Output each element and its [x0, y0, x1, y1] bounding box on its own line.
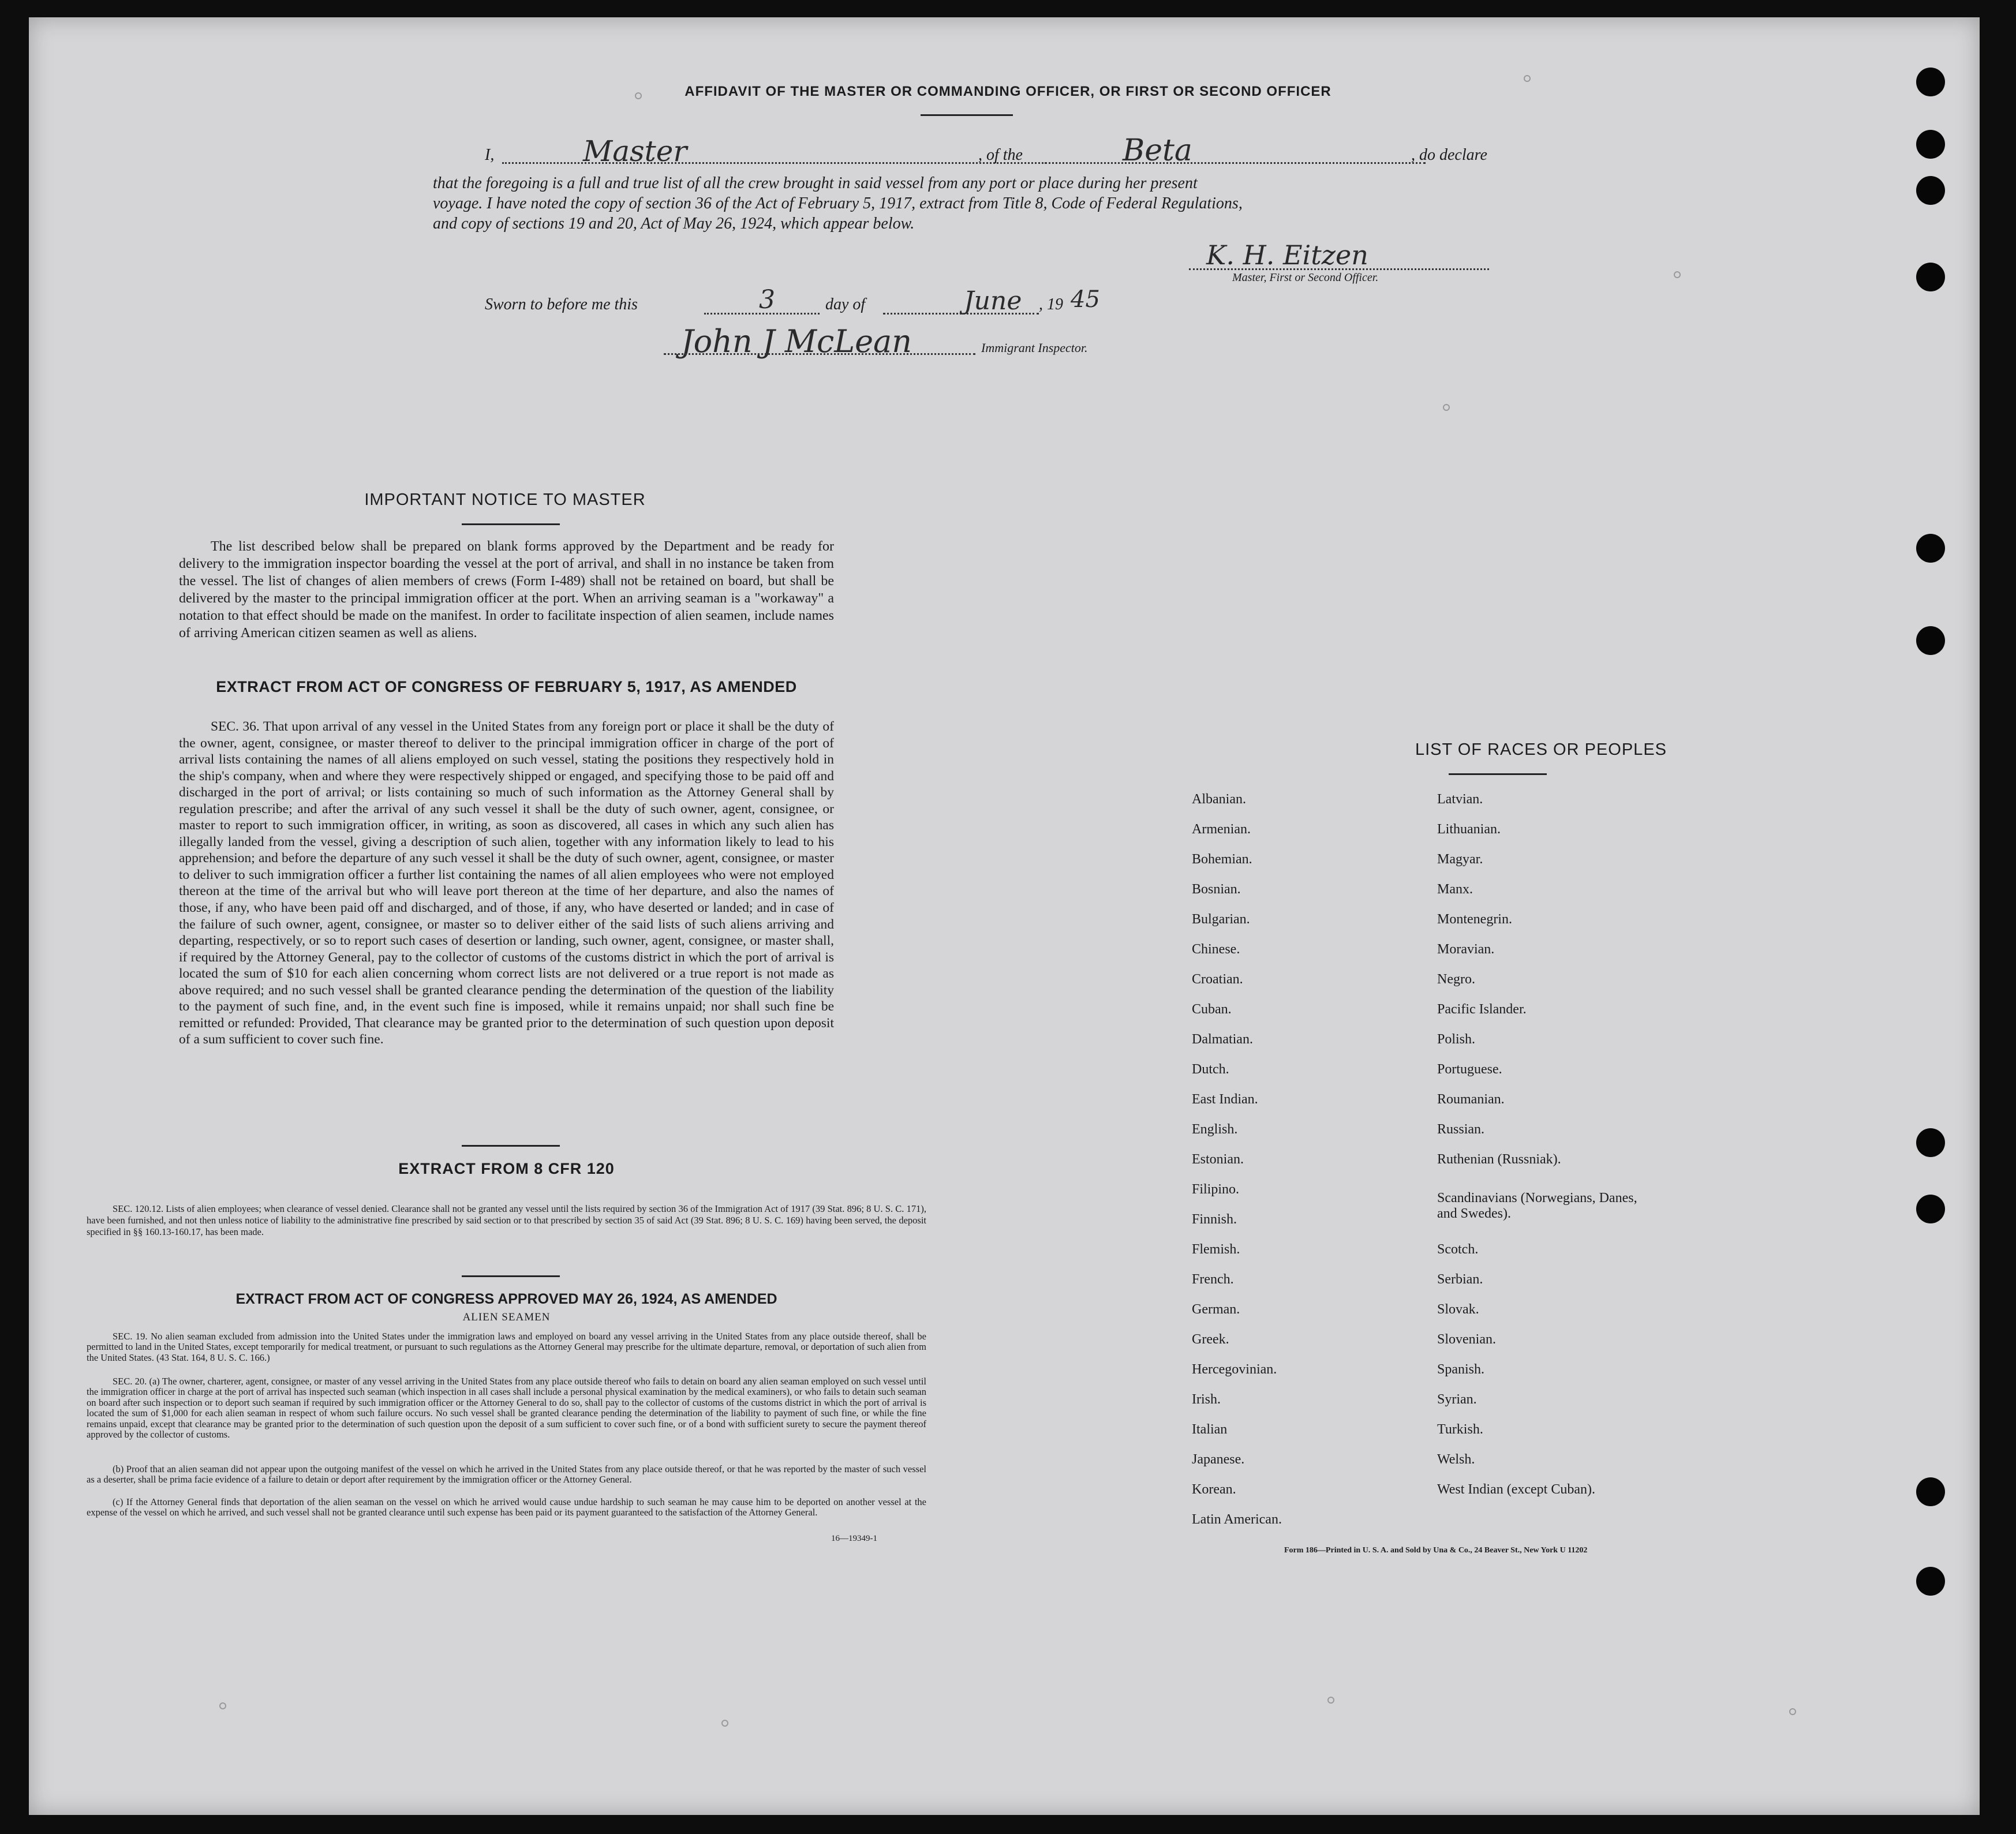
paper-speck	[721, 1720, 728, 1727]
day-field-line	[704, 313, 820, 315]
race-entry: Manx.	[1437, 882, 1473, 897]
paper-speck	[219, 1702, 226, 1709]
race-entry: Bosnian.	[1192, 882, 1241, 897]
sec-20c: (c) If the Attorney General finds that deportation of the alien seaman on the vessel on which he arrived would cause undue hardship to such seaman he may cause him to be deported on another vessel at the expense of the vessel on which he arrived, and such vessel shall not be granted clearance until such expense has been paid or its payment guaranteed to the satisfaction of the Attorney General.	[87, 1496, 926, 1518]
punch-hole	[1916, 263, 1945, 291]
race-entry: Japanese.	[1192, 1452, 1245, 1467]
punch-hole	[1916, 176, 1945, 205]
declaration-body-1: that the foregoing is a full and true list of all the crew brought in said vessel from any port or place during her present	[433, 174, 1198, 192]
race-entry: West Indian (except Cuban).	[1437, 1482, 1595, 1497]
punch-hole	[1916, 130, 1945, 159]
punch-hole	[1916, 1567, 1945, 1596]
race-entry: Serbian.	[1437, 1272, 1483, 1287]
race-entry: Filipino.	[1192, 1182, 1240, 1197]
race-entry: Korean.	[1192, 1482, 1236, 1497]
sec-20b: (b) Proof that an alien seaman did not appear upon the outgoing manifest of the vessel on which he arrived in the United States from any place outside thereof, or that he was reported by the master of such vessel as a deserter, shall be prima facie evidence of a failure to detain or deport after requirement by the immigration officer or the Attorney General.	[87, 1464, 926, 1485]
paper-speck	[1789, 1708, 1796, 1715]
paper-speck	[1524, 75, 1531, 82]
affidavit-title: AFFIDAVIT OF THE MASTER OR COMMANDING OFFICER, OR FIRST OR SECOND OFFICER	[685, 84, 1331, 99]
race-entry: German.	[1192, 1302, 1240, 1317]
inspector-line	[664, 353, 975, 355]
inspector-signature: John J McLean	[681, 323, 912, 360]
race-entry: Dalmatian.	[1192, 1032, 1253, 1047]
signature-line	[1189, 268, 1489, 270]
race-entry: Slovenian.	[1437, 1332, 1496, 1347]
race-entry: Russian.	[1437, 1122, 1485, 1137]
race-entry: Negro.	[1437, 972, 1475, 987]
race-entry: Italian	[1192, 1422, 1228, 1437]
declaration-body-2: voyage. I have noted the copy of section 36 of the Act of February 5, 1917, extract from Title 8, Code of Federal Regulations,	[433, 194, 1243, 212]
paper-speck	[1327, 1697, 1334, 1704]
divider	[462, 1275, 560, 1277]
race-entry: Montenegrin.	[1437, 912, 1512, 927]
declaration-line	[433, 133, 1524, 170]
race-entry: Hercegovinian.	[1192, 1362, 1277, 1377]
race-entry: Greek.	[1192, 1332, 1229, 1347]
punch-hole	[1916, 1128, 1945, 1157]
race-entry: Flemish.	[1192, 1242, 1240, 1257]
extract-1924-subtitle: ALIEN SEAMEN	[462, 1311, 551, 1323]
extract-cfr-title: EXTRACT FROM 8 CFR 120	[398, 1160, 615, 1177]
race-entry: Magyar.	[1437, 852, 1483, 867]
master-signature: K. H. Eitzen	[1206, 239, 1368, 271]
punch-hole	[1916, 1195, 1945, 1223]
punch-hole	[1916, 626, 1945, 655]
race-entry: Finnish.	[1192, 1212, 1237, 1227]
race-entry: Lithuanian.	[1437, 822, 1501, 837]
race-entry: Roumanian.	[1437, 1092, 1505, 1107]
signature-label: Master, First or Second Officer.	[1232, 271, 1379, 284]
divider	[462, 1145, 560, 1147]
i-label: I,	[485, 146, 495, 164]
punch-hole	[1916, 1477, 1945, 1506]
race-entry: Estonian.	[1192, 1152, 1244, 1167]
race-entry: Pacific Islander.	[1437, 1002, 1527, 1017]
race-entry: East Indian.	[1192, 1092, 1258, 1107]
race-entry: Ruthenian (Russniak).	[1437, 1152, 1561, 1167]
extract-1917-title: EXTRACT FROM ACT OF CONGRESS OF FEBRUARY 5, 1917, AS AMENDED	[216, 678, 797, 695]
declaration-body-3: and copy of sections 19 and 20, Act of May 26, 1924, which appear below.	[433, 215, 915, 233]
race-entry: English.	[1192, 1122, 1238, 1137]
do-declare-label: , do declare	[1411, 146, 1487, 164]
race-entry: Irish.	[1192, 1392, 1221, 1407]
race-entry: Syrian.	[1437, 1392, 1477, 1407]
race-entry: Bohemian.	[1192, 852, 1252, 867]
year-handwritten: 45	[1071, 286, 1100, 313]
race-entry: Cuban.	[1192, 1002, 1232, 1017]
sworn-line	[485, 285, 1235, 323]
race-entry: Scotch.	[1437, 1242, 1479, 1257]
month-handwritten: June	[964, 286, 1022, 316]
sec-19: SEC. 19. No alien seaman excluded from admission into the United States under the immigration laws and employed on board any vessel arriving in the United States from any place outside thereof, shall be permitted to land in the United States, except temporarily for medical treatment, or pursuant to such regulations as the Attorney General may prescribe for the ultimate departure, removal, or deportation of such alien from the United States. (43 Stat. 164, 8 U. S. C. 166.)	[87, 1331, 926, 1363]
race-entry: French.	[1192, 1272, 1234, 1287]
race-entry: Polish.	[1437, 1032, 1476, 1047]
race-entry: Chinese.	[1192, 942, 1240, 957]
races-rule	[1449, 773, 1547, 775]
extract-1917-body: SEC. 36. That upon arrival of any vessel in the United States from any foreign port or place it shall be the duty of the owner, agent, consignee, or master thereof to deliver to the principal immigration officer in charge of the port of arrival lists containing the names of all aliens employed on such vessel, stating the positions they respectively hold in the ship's company, when and where they were respectively shipped or engaged, and specifying those to be paid off and discharged in the port of arrival; or lists containing so much of such information as the Attorney General shall by regulation prescribe; and after the arrival of any such vessel it shall be the duty of such owner, agent, consignee, or master to report to such immigration officer, in writing, as soon as discovered, all cases in which any such alien has illegally landed from the vessel, giving a description of such alien, together with any information likely to lead to his apprehension; and before the departure of any such vessel it shall be the duty of such owner, agent, consignee, or master to deliver to such immigration officer a further list containing the names of all alien employees who were not employed thereon at the time of the arrival but who will leave port thereon at the time of her departure, and also the names of those, if any, who have been paid off and discharged, and of those, if any, who have deserted or landed; and in case of the failure of such owner, agent, consignee, or master so to deliver either of the said lists of such aliens arriving and departing, respectively, or so to report such cases of desertion or landing, such owner, agent, consignee, or master shall, if required by the Attorney General, pay to the collector of customs of the customs district in which the port of arrival is located the sum of $10 for each alien concerning whom correct lists are not delivered or a true report is not made as above required; and no such vessel shall be granted clearance pending the determination of the question of the liability to the payment of such fine, and, in the event such fine is imposed, while it remains unpaid; nor shall such fine be remitted or refunded: Provided, That clearance may be granted prior to the determination of such question upon deposit of a sum sufficient to cover such fine.	[179, 719, 834, 1047]
race-entry: Moravian.	[1437, 942, 1495, 957]
extract-1924-title: EXTRACT FROM ACT OF CONGRESS APPROVED MAY 26, 1924, AS AMENDED	[235, 1291, 777, 1307]
sworn-label: Sworn to before me this	[485, 295, 638, 313]
month-field-line	[883, 313, 1039, 315]
race-entry: Slovak.	[1437, 1302, 1479, 1317]
sec-20a: SEC. 20. (a) The owner, charterer, agent, consignee, or master of any vessel arriving in the United States from any place outside thereof who fails to detain on board any alien seaman employed on such vessel until the immigration officer in charge at the port of arrival has inspected such seaman (which inspection in all cases shall include a personal physical examination by the medical examiners), or who fails to detain such seaman on board after such inspection or to deport such seaman if required by such immigration officer or the Attorney General to do so, shall pay to the collector of customs of the customs district in which the port of arrival is located the sum of $1,000 for each alien seaman in respect of whom such failure occurs. No such vessel shall be granted clearance pending the determination of the liability to payment of such fine, or while the fine remains unpaid, except that clearance may be granted prior to the determination of such question upon the deposit of a sum sufficient to cover such fine, or of a bond with sufficient surety to secure the payment thereof approved by the collector of customs.	[87, 1376, 926, 1440]
vessel-field-line	[1045, 162, 1426, 164]
day-handwritten: 3	[759, 285, 775, 315]
paper-speck	[1443, 404, 1450, 411]
paper-speck	[1674, 271, 1681, 278]
form-code: 16—19349-1	[831, 1534, 877, 1543]
race-entry: Albanian.	[1192, 792, 1246, 807]
race-entry: Croatian.	[1192, 972, 1243, 987]
races-title: LIST OF RACES OR PEOPLES	[1415, 740, 1667, 759]
race-entry: Turkish.	[1437, 1422, 1483, 1437]
race-entry: Welsh.	[1437, 1452, 1475, 1467]
race-entry: Dutch.	[1192, 1062, 1229, 1077]
name-handwritten: Master	[583, 134, 687, 168]
race-entry: Portuguese.	[1437, 1062, 1502, 1077]
of-the-label: , of the	[978, 146, 1023, 164]
title-rule	[921, 114, 1013, 116]
inspector-label: Immigrant Inspector.	[981, 340, 1088, 355]
race-entry: Bulgarian.	[1192, 912, 1250, 927]
race-entry: Scandinavians (Norwegians, Danes, and Swedes).	[1437, 1191, 1637, 1221]
race-entry: Armenian.	[1192, 822, 1251, 837]
race-entry: Latvian.	[1437, 792, 1483, 807]
race-entry: Spanish.	[1437, 1362, 1485, 1377]
notice-title: IMPORTANT NOTICE TO MASTER	[364, 491, 646, 509]
race-entry: Latin American.	[1192, 1512, 1282, 1527]
extract-cfr-body: SEC. 120.12. Lists of alien employees; when clearance of vessel denied. Clearance shall not be granted any vessel until the lists required by section 36 of the Immigration Act of 1917 (39 Stat. 896; 8 U. S. C. 171), have been furnished, and not then unless notice of liability to the administrative fine prescribed by said section or to that prescribed by section 35 of said Act (39 Stat. 896; 8 U. S. C. 169) having been served, the deposit specified in §§ 160.13-160.17, has been made.	[87, 1203, 926, 1237]
notice-rule	[462, 523, 560, 525]
printer-imprint: Form 186—Printed in U. S. A. and Sold by Una & Co., 24 Beaver St., New York U 11202	[1284, 1546, 1588, 1555]
vessel-handwritten: Beta	[1123, 133, 1192, 168]
punch-hole	[1916, 534, 1945, 563]
notice-body: The list described below shall be prepared on blank forms approved by the Department and be ready for delivery to the immigration inspector boarding the vessel at the port of arrival, and shall in no instance be taken from the vessel. The list of changes of alien members of crews (Form I-489) shall not be retained on board, but shall be delivered by the master to the principal immigration officer at the port. When an arriving seaman is a "workaway" a notation to that effect should be made on the manifest. In order to facilitate inspection of alien seamen, include names of arriving American citizen seamen as well as aliens.	[179, 539, 834, 641]
day-of-label: day of	[825, 295, 866, 313]
year-prefix: , 19	[1039, 295, 1063, 313]
